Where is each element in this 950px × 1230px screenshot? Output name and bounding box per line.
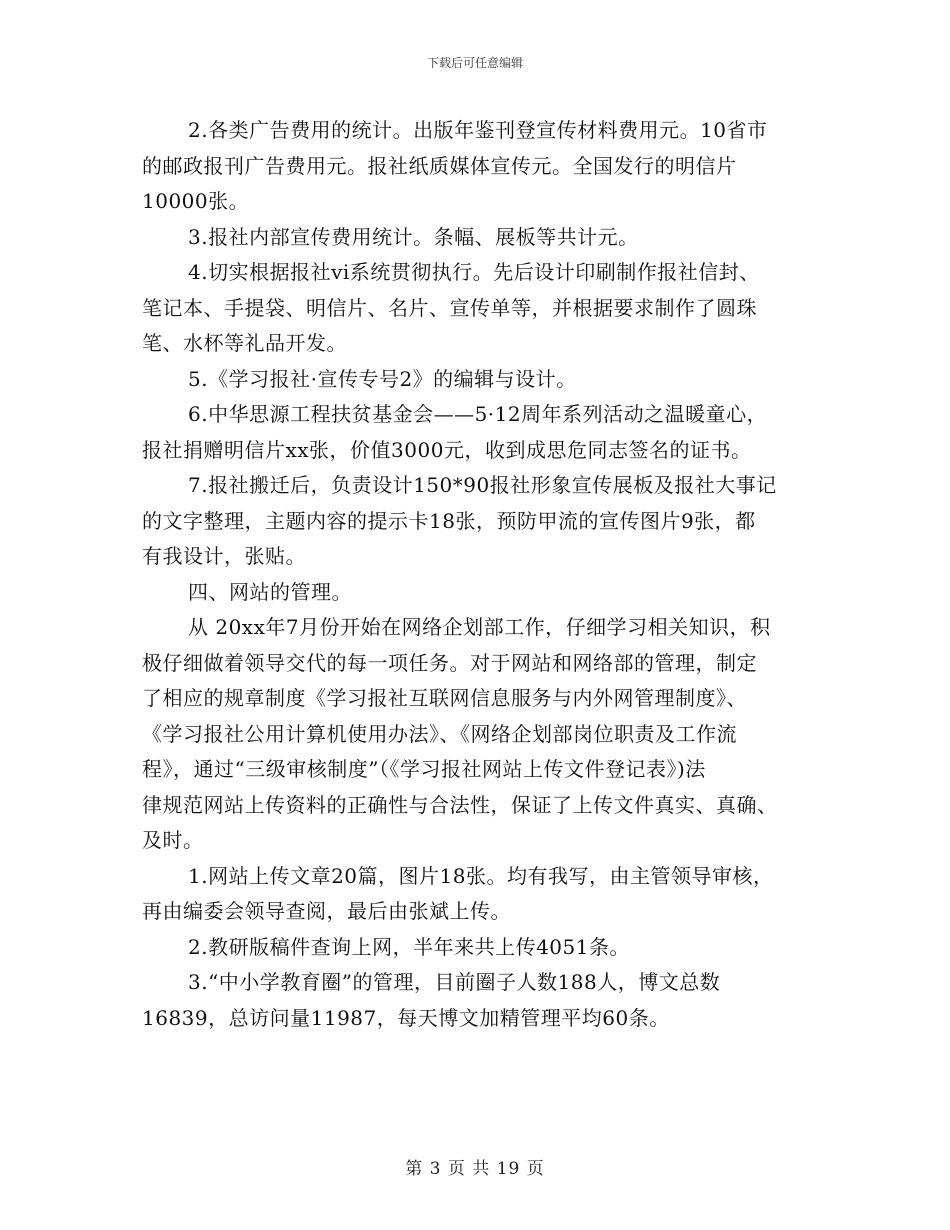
text-line: 1.网站上传文章20篇，图片18张。均有我写，由主管领导审核， — [188, 863, 774, 888]
text-line: 极仔细做着领导交代的每一项任务。对于网站和网络部的管理，制定 — [142, 650, 757, 675]
text-line: 的邮政报刊广告费用元。报社纸质媒体宣传元。全国发行的明信片 — [142, 153, 737, 178]
paragraph-manuscript-queries — [142, 930, 808, 966]
text-line: 律规范网站上传资料的正确性与合法性，保证了上传文件真实、真确、 — [142, 792, 778, 817]
text-line: 4.切实根据报社vi系统贯彻执行。先后设计印刷制作报社信封、 — [188, 260, 760, 284]
text-line: 了相应的规章制度《学习报社互联网信息服务与内外网管理制度》、 — [142, 686, 747, 710]
text-line: 7.报社搬迁后，负责设计150*90报社形象宣传展板及报社大事记 — [188, 473, 777, 497]
text-line: 笔、水杯等礼品开发。 — [142, 331, 347, 355]
text-line: 再由编委会领导查阅，最后由张斌上传。 — [142, 899, 511, 923]
text-line: 程》，通过“三级审核制度”（《学习报社网站上传文件登记表》)法 — [142, 757, 706, 781]
text-line: 2.教研版稿件查询上网，半年来共上传4051条。 — [188, 934, 630, 959]
document-body — [142, 113, 808, 1036]
paragraph-special-issue — [142, 362, 808, 398]
text-line: 3.报社内部宣传费用统计。条幅、展板等共计元。 — [188, 224, 639, 249]
text-line: 16839，总访问量11987，每天博文加精管理平均60条。 — [142, 1005, 670, 1030]
text-line: 10000张。 — [142, 189, 250, 213]
page-header: 下载后可任意编辑 — [426, 56, 523, 70]
text-line: 及时。 — [142, 828, 204, 852]
paragraph-internal-promo-cost — [142, 220, 808, 256]
text-line: 笔记本、手提袋、明信片、名片、宣传单等，并根据要求制作了圆珠 — [142, 295, 757, 320]
section-heading-website-management — [142, 575, 808, 611]
text-line: 的文字整理，主题内容的提示卡18张，预防甲流的宣传图片9张，都 — [142, 508, 756, 533]
text-line: 5.《学习报社·宣传专号2》的编辑与设计。 — [188, 366, 577, 391]
text-line: 有我设计，张贴。 — [142, 544, 306, 568]
paragraph-ad-cost-stats — [142, 113, 808, 220]
text-line: 从 20xx年7月份开始在网络企划部工作，仔细学习相关知识，积 — [188, 615, 771, 639]
text-line: 《学习报社公用计算机使用办法》、《网络企划部岗位职责及工作流 — [142, 721, 737, 746]
paragraph-website-uploads — [142, 859, 808, 930]
text-line: 报社捐赠明信片xx张，价值3000元，收到成思危同志签名的证书。 — [142, 437, 752, 462]
page-number-footer: 第 3 页 共 19 页 — [405, 1159, 545, 1179]
paragraph-relocation-design — [142, 468, 808, 575]
paragraph-charity-event — [142, 397, 808, 468]
text-line: 6.中华思源工程扶贫基金会——5·12周年系列活动之温暖童心， — [188, 402, 768, 426]
text-line: 3.“中小学教育圈”的管理，目前圈子人数188人，博文总数 — [188, 970, 721, 994]
section-heading: 四、网站的管理。 — [188, 579, 352, 604]
text-line: 2.各类广告费用的统计。出版年鉴刊登宣传材料费用元。10省市 — [188, 118, 768, 142]
paragraph-education-circle — [142, 965, 808, 1036]
paragraph-vi-system — [142, 255, 808, 362]
paragraph-network-dept-work — [142, 610, 808, 859]
